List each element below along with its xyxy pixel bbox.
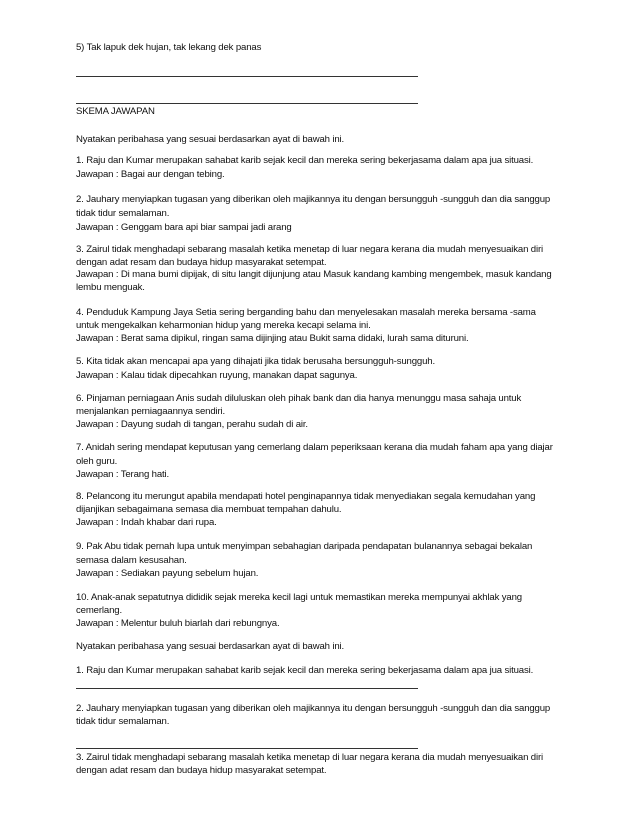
question-text: untuk mengekalkan keharmonian hidup yang mereka kecapi selama ini.	[76, 320, 371, 331]
answer-text: Jawapan : Terang hati.	[76, 469, 170, 480]
answer-text: Jawapan : Di mana bumi dipijak, di situ langit dijunjung atau Masuk kandang kambing mengembek, masuk kandang	[76, 269, 552, 280]
text-line: 5) Tak lapuk dek hujan, tak lekang dek panas	[76, 42, 262, 53]
instruction-text: Nyatakan peribahasa yang sesuai berdasarkan ayat di bawah ini.	[76, 134, 345, 145]
answer-text: Jawapan : Bagai aur dengan tebing.	[76, 169, 225, 180]
question-text: dengan adat resam dan budaya hidup masyarakat setempat.	[76, 765, 327, 776]
question-text: 8. Pelancong itu merungut apabila mendapati hotel penginapannya tidak menyediakan segala kemudahan yang	[76, 491, 536, 502]
answer-rule	[76, 76, 418, 77]
instruction-text: Nyatakan peribahasa yang sesuai berdasarkan ayat di bawah ini.	[76, 641, 345, 652]
answer-text: Jawapan : Melentur buluh biarlah dari rebungnya.	[76, 618, 280, 629]
answer-text: Jawapan : Sediakan payung sebelum hujan.	[76, 568, 259, 579]
section-heading: SKEMA JAWAPAN	[76, 106, 155, 117]
answer-text: Jawapan : Kalau tidak dipecahkan ruyung, manakan dapat sagunya.	[76, 370, 358, 381]
answer-text: Jawapan : Dayung sudah di tangan, perahu sudah di air.	[76, 419, 308, 430]
answer-text: Jawapan : Berat sama dipikul, ringan sama dijinjing atau Bukit sama didaki, lurah sama dituruni.	[76, 333, 469, 344]
question-text: 3. Zairul tidak menghadapi sebarang masalah ketika menetap di luar negara kerana dia mudah menyesuaikan diri	[76, 752, 543, 763]
question-text: 1. Raju dan Kumar merupakan sahabat karib sejak kecil dan mereka sering bekerjasama dalam apa jua situasi.	[76, 665, 534, 676]
question-text: 3. Zairul tidak menghadapi sebarang masalah ketika menetap di luar negara kerana dia mudah menyesuaikan diri	[76, 244, 543, 255]
question-text: 7. Anidah sering mendapat keputusan yang cemerlang dalam peperiksaan kerana dia mudah faham apa yang diajar	[76, 442, 553, 453]
question-text: dengan adat resam dan budaya hidup masyarakat setempat.	[76, 257, 327, 268]
question-text: 10. Anak-anak sepatutnya dididik sejak mereka kecil lagi untuk memastikan mereka mempunyai akhlak yang	[76, 592, 522, 603]
question-text: 9. Pak Abu tidak pernah lupa untuk menyimpan sebahagian daripada pendapatan bulanannya sebagai bekalan	[76, 541, 533, 552]
question-text: oleh guru.	[76, 456, 118, 467]
answer-text: lembu menguak.	[76, 282, 145, 293]
question-text: cemerlang.	[76, 605, 122, 616]
question-text: tidak tidur semalaman.	[76, 208, 170, 219]
answer-rule	[76, 688, 418, 689]
answer-rule	[76, 103, 418, 104]
question-text: menjalankan perniagaannya sendiri.	[76, 406, 226, 417]
question-text: 6. Pinjaman perniagaan Anis sudah diluluskan oleh pihak bank dan dia hanya menunggu masa sahaja untuk	[76, 393, 522, 404]
question-text: 5. Kita tidak akan mencapai apa yang dihajati jika tidak berusaha bersungguh-sungguh.	[76, 356, 435, 367]
question-text: 1. Raju dan Kumar merupakan sahabat karib sejak kecil dan mereka sering bekerjasama dalam apa jua situasi.	[76, 155, 534, 166]
answer-rule	[76, 748, 418, 749]
question-text: tidak tidur semalaman.	[76, 716, 170, 727]
answer-text: Jawapan : Indah khabar dari rupa.	[76, 517, 217, 528]
answer-text: Jawapan : Genggam bara api biar sampai jadi arang	[76, 222, 292, 233]
question-text: dijanjikan sebagaimana semasa dia membuat tempahan dahulu.	[76, 504, 342, 515]
question-text: semasa dalam kesusahan.	[76, 555, 187, 566]
question-text: 2. Jauhary menyiapkan tugasan yang diberikan oleh majikannya itu dengan bersungguh -sungguh dan dia sanggup	[76, 194, 551, 205]
question-text: 4. Penduduk Kampung Jaya Setia sering berganding bahu dan menyelesakan masalah mereka bersama -sama	[76, 307, 536, 318]
question-text: 2. Jauhary menyiapkan tugasan yang diberikan oleh majikannya itu dengan bersungguh -sungguh dan dia sanggup	[76, 703, 551, 714]
